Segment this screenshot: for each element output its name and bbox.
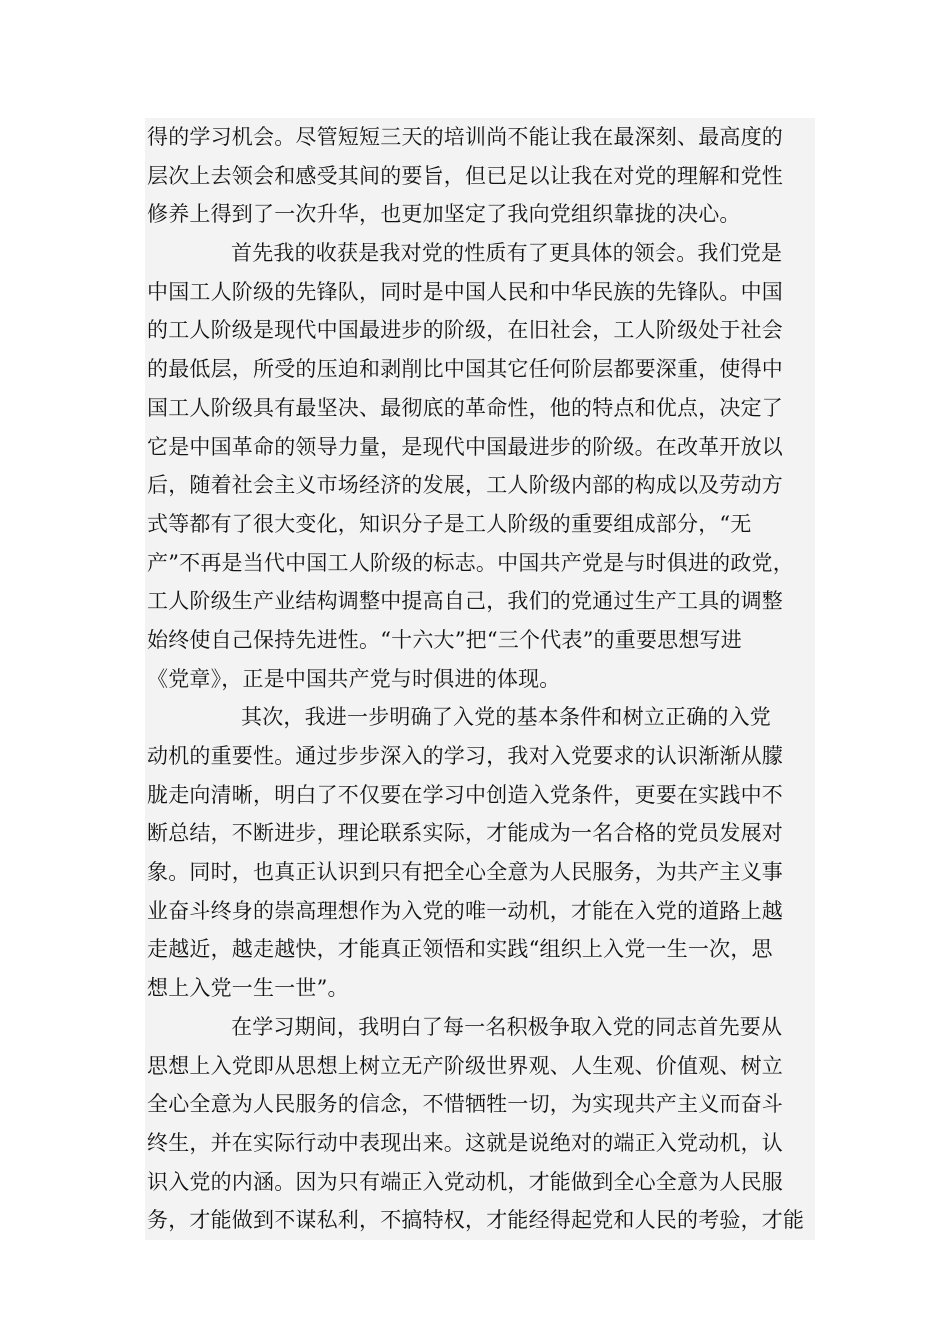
text-line: 识入党的内涵。因为只有端正入党动机，才能做到全心全意为人民服 <box>145 1163 815 1202</box>
text-line: 思想上入党即从思想上树立无产阶级世界观、人生观、价值观、树立 <box>145 1047 815 1086</box>
text-line: 的工人阶级是现代中国最进步的阶级，在旧社会，工人阶级处于社会 <box>145 311 815 350</box>
text-line: 它是中国革命的领导力量，是现代中国最进步的阶级。在改革开放以 <box>145 428 815 467</box>
document-body <box>145 118 815 1240</box>
paragraph-opening-continuation <box>145 118 815 234</box>
paragraph-study-period <box>145 1008 815 1240</box>
text-line: 想上入党一生一世”。 <box>145 969 815 1008</box>
text-line: 断总结，不断进步，理论联系实际，才能成为一名合格的党员发展对 <box>145 814 815 853</box>
paragraph-party-nature <box>145 234 815 698</box>
text-line: 终生，并在实际行动中表现出来。这就是说绝对的端正入党动机，认 <box>145 1124 815 1163</box>
text-line: 的最低层，所受的压迫和剥削比中国其它任何阶层都要深重，使得中 <box>145 350 815 389</box>
text-line: 后，随着社会主义市场经济的发展，工人阶级内部的构成以及劳动方 <box>145 466 815 505</box>
text-line: 《党章》，正是中国共产党与时俱进的体现。 <box>145 660 815 699</box>
text-line: 象。同时，也真正认识到只有把全心全意为人民服务，为共产主义事 <box>145 853 815 892</box>
text-line: 全心全意为人民服务的信念，不惜牺牲一切，为实现共产主义而奋斗 <box>145 1085 815 1124</box>
text-line: 式等都有了很大变化，知识分子是工人阶级的重要组成部分，“无 <box>145 505 815 544</box>
text-line: 在学习期间，我明白了每一名积极争取入党的同志首先要从 <box>145 1008 815 1047</box>
text-line: 走越近，越走越快，才能真正领悟和实践“组织上入党一生一次，思 <box>145 930 815 969</box>
text-line: 得的学习机会。尽管短短三天的培训尚不能让我在最深刻、最高度的 <box>145 118 815 157</box>
text-line: 务，才能做到不谋私利，不搞特权，才能经得起党和人民的考验，才能 <box>145 1201 815 1240</box>
paragraph-motivation <box>145 698 815 1008</box>
text-line: 始终使自己保持先进性。“十六大”把“三个代表”的重要思想写进 <box>145 621 815 660</box>
text-line: 中国工人阶级的先锋队，同时是中国人民和中华民族的先锋队。中国 <box>145 273 815 312</box>
text-line: 业奋斗终身的崇高理想作为入党的唯一动机，才能在入党的道路上越 <box>145 892 815 931</box>
text-line: 工人阶级生产业结构调整中提高自己，我们的党通过生产工具的调整 <box>145 582 815 621</box>
text-line: 首先我的收获是我对党的性质有了更具体的领会。我们党是 <box>145 234 815 273</box>
text-line: 层次上去领会和感受其间的要旨，但已足以让我在对党的理解和党性 <box>145 157 815 196</box>
text-line: 修养上得到了一次升华，也更加坚定了我向党组织靠拢的决心。 <box>145 195 815 234</box>
text-line: 动机的重要性。通过步步深入的学习，我对入党要求的认识渐渐从朦 <box>145 737 815 776</box>
text-line: 国工人阶级具有最坚决、最彻底的革命性，他的特点和优点，决定了 <box>145 389 815 428</box>
text-line: 胧走向清晰，明白了不仅要在学习中创造入党条件，更要在实践中不 <box>145 776 815 815</box>
text-line: 产”不再是当代中国工人阶级的标志。中国共产党是与时俱进的政党， <box>145 544 815 583</box>
text-line: 其次，我进一步明确了入党的基本条件和树立正确的入党 <box>145 698 815 737</box>
